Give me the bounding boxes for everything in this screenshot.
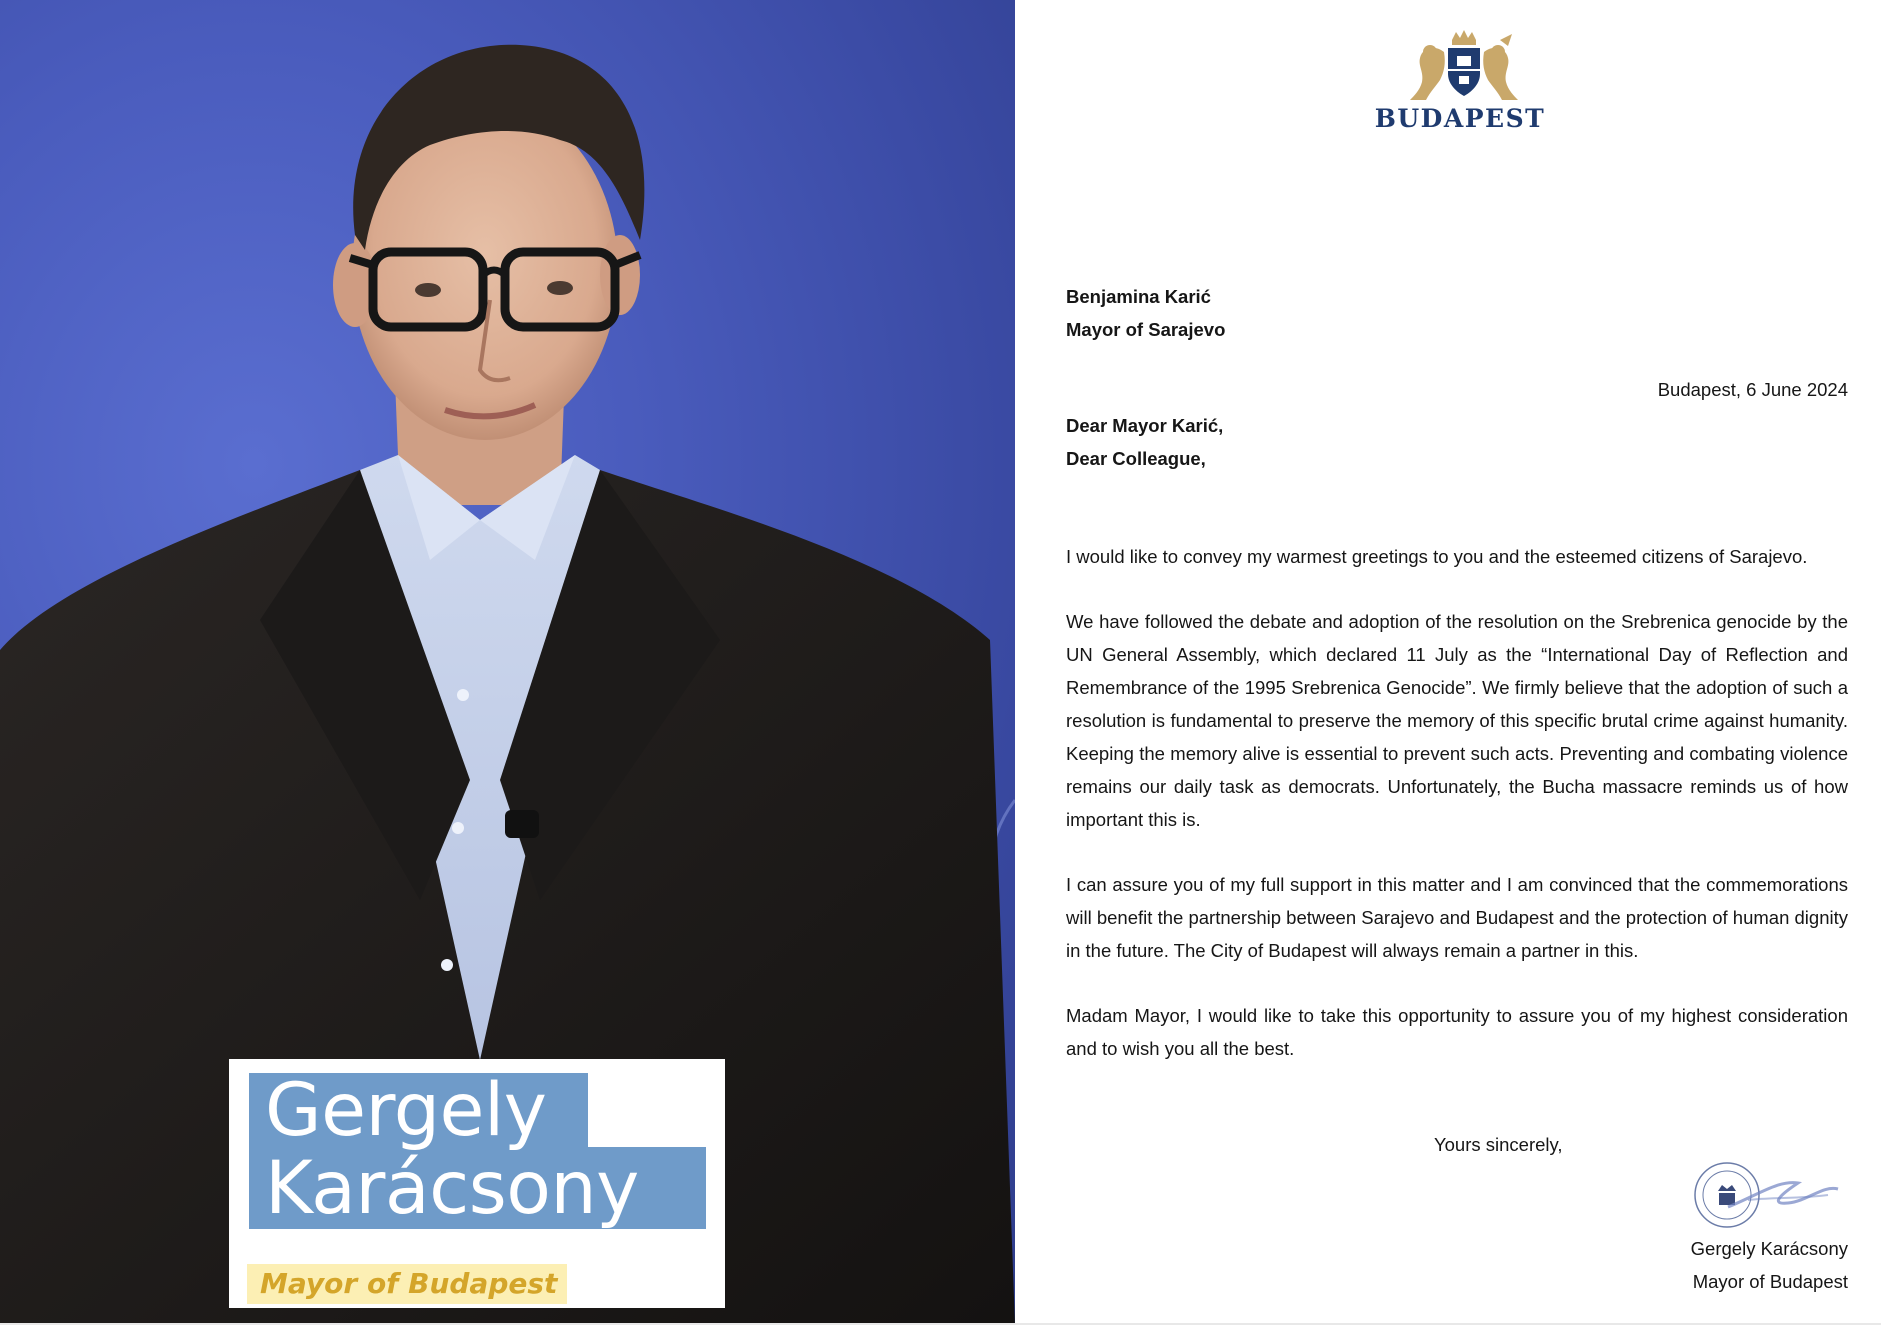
budapest-coat-of-arms-icon xyxy=(1400,30,1528,108)
salutation-line: Dear Colleague, xyxy=(1066,448,1206,469)
name-box xyxy=(249,1068,706,1231)
name-card xyxy=(229,1059,725,1308)
letter-body xyxy=(1066,540,1848,1097)
signatory-block xyxy=(1691,1232,1848,1298)
letter-page xyxy=(1015,0,1881,1323)
person-last-name: Karácsony xyxy=(265,1146,639,1231)
recipient-block xyxy=(1066,280,1225,346)
signatory-title: Mayor of Budapest xyxy=(1692,1271,1848,1292)
signatory-name: Gergely Karácsony xyxy=(1690,1238,1848,1259)
closing-line: Yours sincerely, xyxy=(1434,1134,1563,1155)
recipient-name: Benjamina Karić xyxy=(1066,286,1211,307)
person-role: Mayor of Budapest xyxy=(247,1264,567,1304)
salutation-line: Dear Mayor Karić, xyxy=(1066,415,1224,436)
salutation xyxy=(1066,409,1223,475)
recipient-title: Mayor of Sarajevo xyxy=(1066,319,1226,340)
official-seal-and-signature-icon xyxy=(1688,1155,1848,1235)
body-paragraph: I would like to convey my warmest greetings to you and the esteemed citizens of Sarajevo. xyxy=(1066,546,1808,567)
body-paragraph: Madam Mayor, I would like to take this opportunity to assure you of my highest consideration and to wish you all the best. xyxy=(1066,1005,1848,1059)
body-paragraph: We have followed the debate and adoption of the resolution on the Srebrenica genocide by the UN General Assembly, which declared 11 July as the “International Day of Reflection and Remembrance of the 1995 Srebrenica Genocide”. We firmly believe that the adoption of such a resolution is fundamental to preserve the memory of this specific brutal crime against humanity. Keeping the memory alive is essential to prevent such acts. Preventing and combating violence remains our daily task as democrats. Unfortunately, the Bucha massacre reminds us of how important this is. xyxy=(1066,611,1848,830)
body-paragraph: I can assure you of my full support in this matter and I am convinced that the commemorations will benefit the partnership between Sarajevo and Budapest and the protection of human dignity in the future. The City of Budapest will always remain a partner in this. xyxy=(1066,874,1848,961)
budapest-logo-text: BUDAPEST xyxy=(1374,104,1546,133)
person-first-name: Gergely xyxy=(265,1068,547,1153)
letter-date: Budapest, 6 June 2024 xyxy=(1657,379,1848,400)
